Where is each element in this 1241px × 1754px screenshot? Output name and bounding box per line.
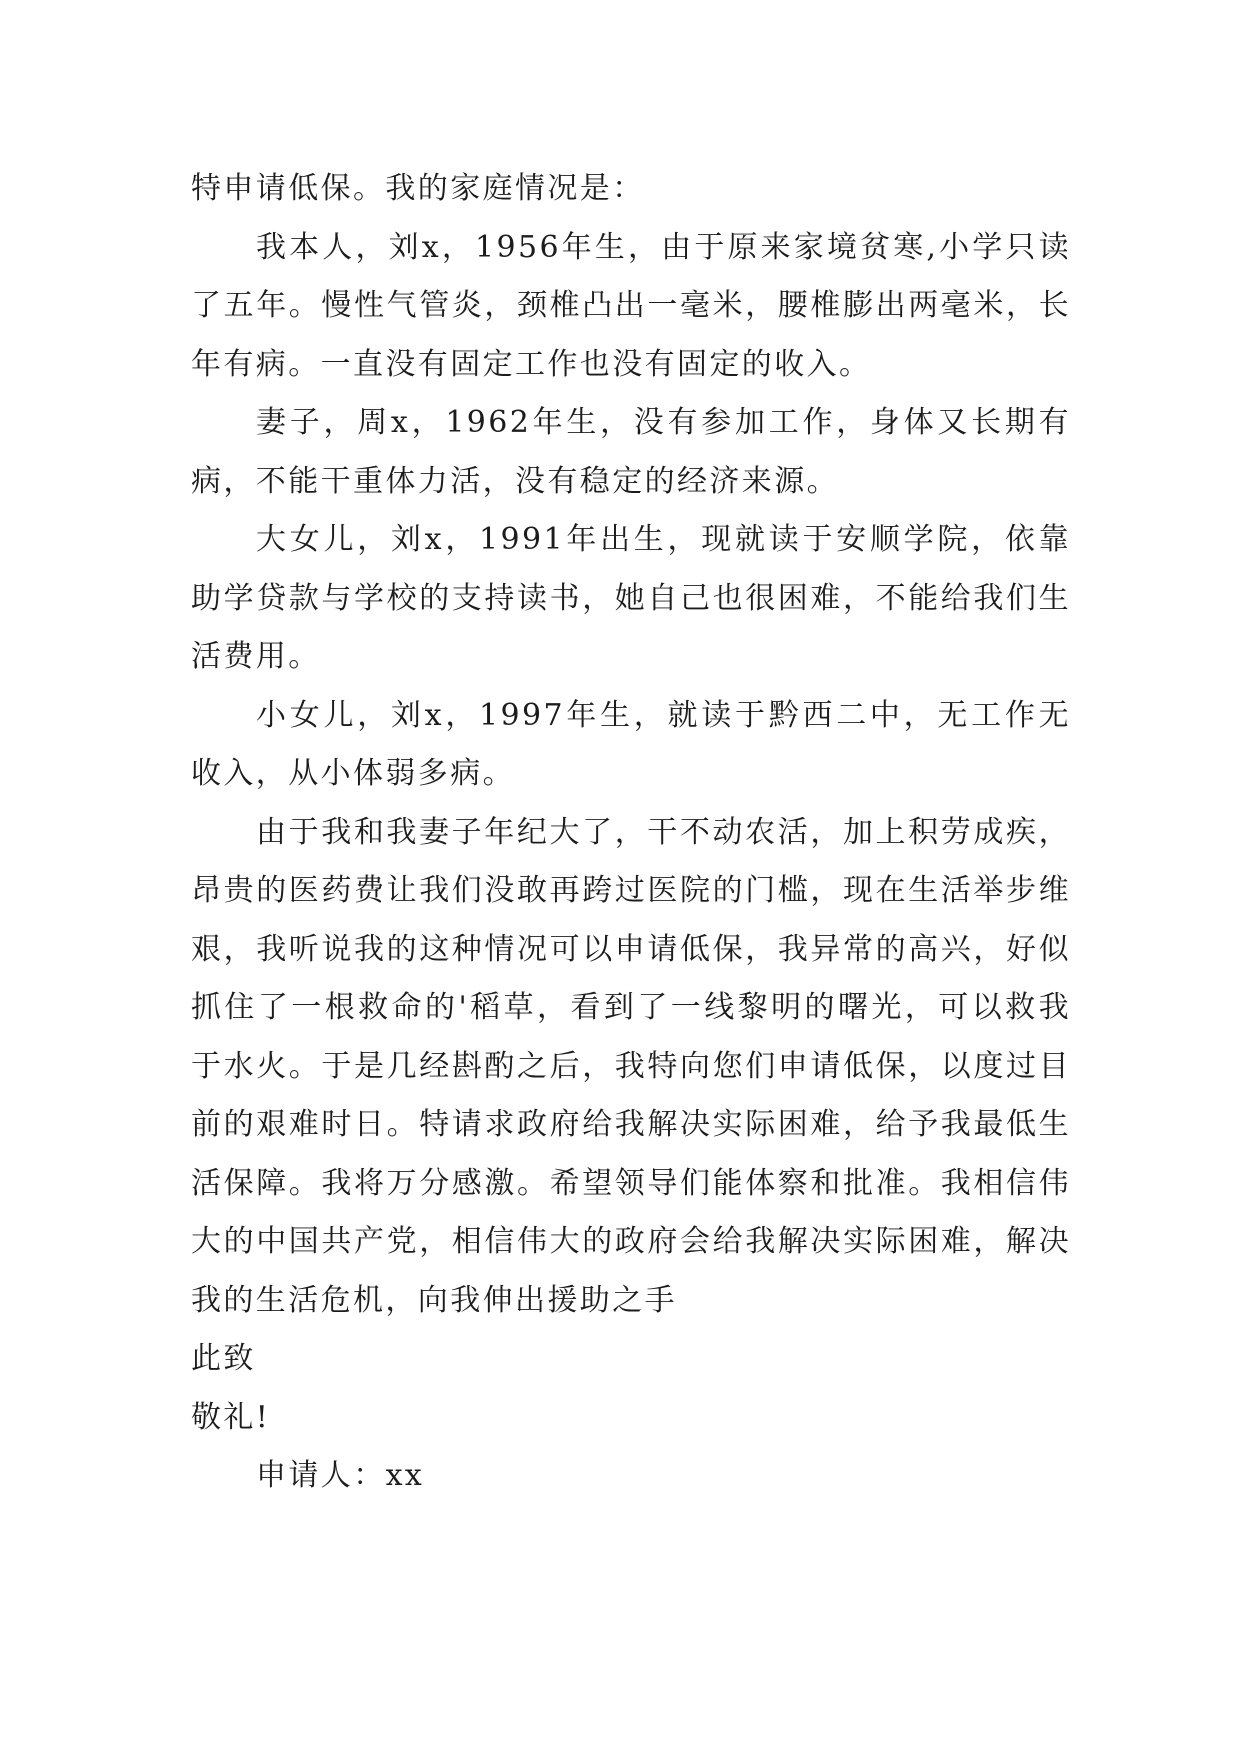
paragraph-wife: 妻子，周x，1962年生，没有参加工作，身体又长期有病，不能干重体力活，没有稳定的经济来源。 xyxy=(191,405,1071,499)
paragraph-request: 由于我和我妻子年纪大了，干不动农活，加上积劳成疾，昂贵的医药费让我们没敢再跨过医院的门槛，现在生活举步维艰，我听说我的这种情况可以申请低保，我异常的高兴，好似抓住了一根救命的'稻草，看到了一线黎明的曙光，可以救我于水火。于是几经斟酌之后，我特向您们申请低保，以度过目前的艰难时日。特请求政府给我解决实际困难，给予我最低生活保障。我将万分感激。希望领导们能体察和批准。我相信伟大的中国共产党，相信伟大的政府会给我解决实际困难，解决我的生活危机，向我伸出援助之手 xyxy=(191,814,1071,1318)
paragraph-elder-daughter: 大女儿，刘x，1991年出生，现就读于安顺学院，依靠助学贷款与学校的支持读书，她自己也很困难，不能给我们生活费用。 xyxy=(191,522,1071,674)
letter-body xyxy=(191,160,1071,1506)
closing-salutation: 此致 xyxy=(191,1341,256,1376)
intro-line: 特申请低保。我的家庭情况是： xyxy=(191,171,645,206)
applicant-signature: 申请人：xx xyxy=(256,1458,425,1493)
paragraph-younger-daughter: 小女儿，刘x，1997年生，就读于黔西二中，无工作无收入，从小体弱多病。 xyxy=(191,697,1071,791)
paragraph-self: 我本人，刘x，1956年生，由于原来家境贫寒,小学只读了五年。慢性气管炎，颈椎凸出一毫米，腰椎膨出两毫米，长年有病。一直没有固定工作也没有固定的收入。 xyxy=(191,229,1071,382)
closing-regards: 敬礼! xyxy=(191,1399,271,1435)
